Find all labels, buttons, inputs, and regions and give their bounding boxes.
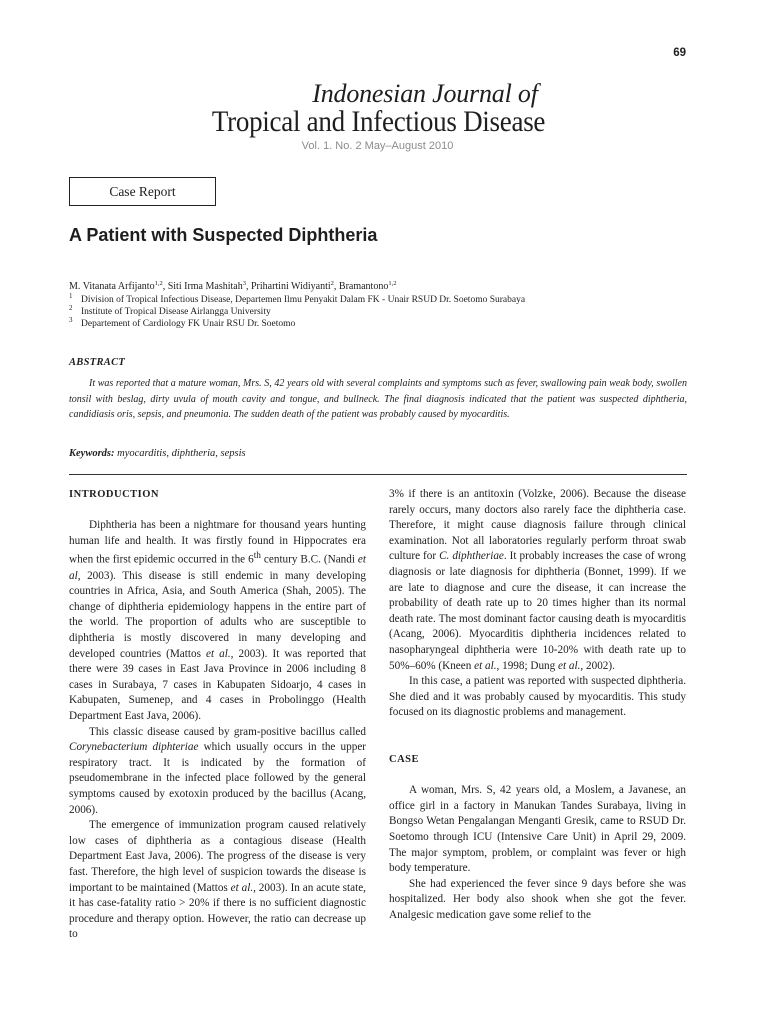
author-separator: ,: [245, 281, 251, 292]
author-name: Siti Irma Mashitah: [167, 281, 243, 292]
body-paragraph: 3% if there is an antitoxin (Volzke, 2006). Because the disease rarely occurs, many doctors also rarely face the diphtheria case. Therefore, it might cause diagnosis failure through clinical examination. Not all laboratories regularly perform throat swab culture for C. diphtheriae. It probably increases the case of wrong diagnosis or late diagnosis for diphtheria (Bonnet, 1999). If we are late to diagnose and cure the disease, it can increase the probability of death rate up to 20 times higher than its normal death rate. The most dominant factor causing death is myocarditis (Acang, 2006). Myocarditis diphtheria incidences related to nasopharyngeal diphtheria were 10-20% with death rate up to 50%–60% (Kneen et al., 1998; Dung et al., 2002).: [389, 488, 686, 672]
body-paragraph: Diphtheria has been a nightmare for thousand years hunting human life and health. It was firstly found in Hippocrates era when the first epidemic occurred in the 6th century B.C. (Nandi et al, 2003). This disease is still endemic in many developing countries in Africa, Asia, and South America (Shah, 2005). The change of diphtheria epidemiology happens in the entire part of the world. The proportion of adults who are susceptible to diphtheria is mostly discovered in many developing and developed countries (Mattos et al., 2003). It was reported that there were 39 cases in East Java Province in 2006 including 8 cases in Surabaya, 7 cases in Kabupaten Sidoarjo, 4 cases in Kabupaten, Sumenep, and 4 cases in Probolinggo (Health Department East Java, 2006).: [69, 519, 366, 723]
keywords-line: [69, 448, 686, 459]
author-affiliation-mark: 3: [242, 280, 246, 287]
affiliation-number: 1: [69, 292, 73, 300]
section-divider: [69, 474, 687, 475]
affiliation-text: Institute of Tropical Disease Airlangga University: [81, 307, 271, 317]
affiliation-text: Departement of Cardiology FK Unair RSU Dr. Soetomo: [81, 319, 296, 329]
affiliation-text: Division of Tropical Infectious Disease, Departemen Ilmu Penyakit Dalam FK - Unair RSUD Dr. Soetomo Surabaya: [81, 295, 526, 305]
author-list: [69, 280, 686, 292]
author-affiliation-mark: 1,2: [388, 280, 397, 287]
body-paragraph: In this case, a patient was reported with suspected diphtheria. She died and it was probably caused by myocarditis. This study focused on its diagnostic problems and management.: [389, 675, 686, 719]
body-paragraph: The emergence of immunization program caused relatively low cases of diphtheria as a contagious disease (Health Department East Java, 2006). The progress of the disease is very fast. Therefore, the high level of suspicion towards the disease is important to be maintained (Mattos et al., 2003). In an acute state, it has case-fatality ratio > 20% if there is no sufficient diagnostic procedure and therapy option. However, the ratio can decrease up to: [69, 819, 366, 941]
journal-name-line1: Indonesian Journal of: [312, 79, 538, 108]
body-paragraph: A woman, Mrs. S, 42 years old, a Moslem, a Javanese, an office girl in a factory in Manukan Tandes Surabaya, living in Bongso Wetan Pengalangan Menganti Gresik, came to RSUD Dr. Soetomo through ICU (Intensive Care Unit) in April 29, 2009. The major symptom, problem, or complaint was fever or high body temperature.: [389, 784, 686, 875]
keywords-label: Keywords:: [69, 448, 115, 459]
left-column: [69, 487, 366, 943]
abstract-text: It was reported that a mature woman, Mrs. S, 42 years old with several complaints and symptoms such as fever, swallowing pain weak body, swollen tonsil with beslag, dirty uvula of mouth cavity and tongue, and bullneck. The final diagnosis indicated that the patient was suspected diphtheria, candidiasis oris, sepsis, and pneumonia. The sudden death of the patient was probably caused by myocarditis.: [69, 378, 687, 421]
journal-name-line2: Tropical and Infectious Disease: [211, 105, 546, 138]
abstract-heading: ABSTRACT: [69, 357, 126, 368]
author-name: Prihartini Widiyanti: [250, 281, 331, 292]
author-separator: ,: [162, 281, 168, 292]
affiliation-number: 2: [69, 304, 73, 312]
keywords-value: myocarditis, diphtheria, sepsis: [117, 448, 246, 459]
case-heading: CASE: [389, 754, 420, 766]
author-affiliation-mark: 2: [330, 280, 334, 287]
introduction-heading: INTRODUCTION: [69, 489, 160, 500]
journal-volume: Vol. 1. No. 2 May–August 2010: [301, 140, 454, 152]
author-name: Bramantono: [338, 281, 389, 292]
affiliation-number: 3: [69, 316, 73, 324]
author-affiliation-mark: 1,2: [154, 280, 163, 287]
page-number: 69: [673, 47, 686, 59]
author-name: M. Vitanata Arfijanto: [69, 281, 155, 292]
right-column: [389, 487, 686, 924]
body-paragraph: This classic disease caused by gram-positive bacillus called Corynebacterium diphteriae which usually occurs in the upper respiratory tract. It is indicated by the formation of pseudomembrane in the infected place followed by the general symptoms caused by exotoxin produced by the bacillus (Acang, 2006).: [69, 725, 367, 816]
body-paragraph: She had experienced the fever since 9 days before she was hospitalized. Her body also shook when she got the fever. Analgesic medication gave some relief to the: [389, 877, 686, 922]
author-separator: ,: [333, 281, 339, 292]
article-title: A Patient with Suspected Diphtheria: [69, 225, 378, 245]
article-type-box: Case Report: [69, 177, 216, 206]
